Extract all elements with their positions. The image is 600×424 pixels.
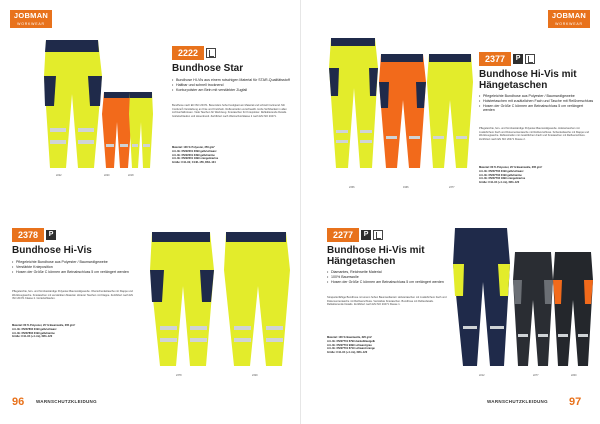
certification-icon bbox=[525, 54, 535, 64]
title-line: Bundhose Hi-Vis mit bbox=[327, 245, 425, 256]
trouser-navy-yellow-large bbox=[453, 228, 510, 366]
feature-list-2378 bbox=[12, 260, 138, 274]
brand-tagline: WORKWEAR bbox=[17, 22, 45, 26]
product-2222-images bbox=[14, 36, 154, 176]
feature-list-2277 bbox=[327, 270, 451, 284]
product-number: 2277 bbox=[327, 228, 359, 242]
feature-list-2222 bbox=[172, 78, 292, 92]
caption-2377-c: 2377 bbox=[449, 186, 455, 189]
title-line: Bundhose Hi-Vis mit bbox=[479, 69, 577, 80]
brand-name: JOBMAN bbox=[13, 11, 49, 20]
brand-tagline: WORKWEAR bbox=[555, 22, 583, 26]
caption-2277-a: 2212 bbox=[479, 374, 485, 377]
product-number: 2377 bbox=[479, 52, 511, 66]
description-2277: Strapazierfähige Bundhose mit einem hohen Baumwollanteil. Holstertaschen mit zusätzlichem Fach und Dokumententasche mit Reißverschluss. Verstärkte Knietaschen. Bundhose mit Reflexdetails. Reflektierende Details. Zertifiziert nach EN ISO 20471 Klasse 1. bbox=[327, 296, 447, 307]
protection-class-badge: P bbox=[513, 54, 523, 64]
trouser-yellow-navy-front bbox=[150, 232, 214, 366]
title-line: Hängetaschen bbox=[479, 80, 548, 91]
protection-class-badge: P bbox=[46, 230, 56, 240]
spec-line: Art.-Nr. 65237702 2199 gelb/marine bbox=[479, 173, 522, 177]
specs-2378 bbox=[12, 324, 136, 339]
spec-line: Art.-Nr. 65222201 1999 orange/marine bbox=[172, 157, 219, 161]
certification-icon bbox=[373, 230, 383, 240]
caption-2222-a: 2222 bbox=[56, 174, 62, 177]
brand-name: JOBMAN bbox=[551, 11, 587, 20]
trouser-orange-navy bbox=[102, 92, 132, 168]
spec-line: Größe: C44–64 (+4 cm), D84–120 bbox=[479, 181, 520, 185]
trouser-black-orange bbox=[553, 252, 593, 366]
caption-2378-a: 2378 bbox=[176, 374, 182, 377]
right-page bbox=[300, 0, 600, 424]
page-number: 97 bbox=[569, 396, 582, 408]
product-number: 2222 bbox=[172, 46, 204, 60]
product-number-badge-2277 bbox=[327, 228, 383, 242]
feature-item: • Hosen der Größe C können am Beinabschluss 5 cm verlängert werden bbox=[479, 104, 595, 114]
product-2277-images bbox=[451, 222, 593, 372]
specs-2277 bbox=[327, 336, 449, 355]
product-2378-images bbox=[148, 226, 294, 372]
title-line: Hängetaschen bbox=[327, 256, 396, 267]
brand-logo bbox=[548, 10, 590, 28]
brand-logo bbox=[10, 10, 52, 28]
certification-icon bbox=[206, 48, 216, 58]
caption-2377-a: 2336 bbox=[349, 186, 355, 189]
caption-2377-b: 1966 bbox=[403, 186, 409, 189]
title-line: Bundhose Hi-Vis bbox=[12, 245, 92, 256]
spec-line: Art.-Nr. 65222201 3099 gelb/schwarz bbox=[172, 149, 217, 153]
description-2377: Pflegeleichte, fein- und formbeständige Polyester-Baumwollgewebe. Holstertaschen mit zusätzlichem Fach und Dokumententasche mit Reißverschluss. Schenkeltasche mit Klappe und Werkzeugtasche. Reflexstreifen mit zusätzlichem Fach und Knietaschen mit Reißverschluss. Zertifiziert nach EN ISO 20471 Klasse 2. bbox=[479, 127, 589, 141]
feature-item: • Haltbar und schnell trocknend bbox=[172, 83, 292, 88]
specs-2377 bbox=[479, 166, 593, 185]
trouser-yellow-navy bbox=[329, 38, 378, 168]
product-title-2277 bbox=[327, 245, 451, 267]
description-2222: Bundhose nach EN ISO 20471. Besonders hohe Festigkeit am Material und schnell trocknend. Mit Cordura®-Verstärkung an Knie und Knöcheln. Reflexstreifen verschweißt. Hohe Sichtbarkeit in allen Lichtverhältnissen. Viele Taschen für Werkzeug. Knietaschen für Kniepolster. Reflektierende Details. Gürtelschlaufen und Hosenbund. Zertifiziert nach Warnschutzklasse 2 nach EN ISO 20471. bbox=[172, 104, 287, 118]
feature-item: • Konturpolster am Bein mit verstärkter Zugfall bbox=[172, 88, 292, 93]
feature-item: • Holstertaschen mit zusätzlichen Fach und Tasche mit Reißverschluss bbox=[479, 99, 595, 104]
caption-2378-b: 2329 bbox=[252, 374, 258, 377]
feature-item: • Verstärkte Knieposition bbox=[12, 265, 138, 270]
trouser-orange-navy bbox=[379, 54, 426, 168]
spec-line: Material: 100 % Baumwolle, 320 g/m² bbox=[327, 336, 373, 339]
feature-item: • 100% Baumwolle bbox=[327, 275, 451, 280]
trouser-yellow-navy-back bbox=[224, 232, 290, 366]
spec-line: Material: 100 % Polyester, 250 g/m² bbox=[172, 146, 215, 149]
feature-item: • Pflegeleichte Bundhose aus Polyester / Baumwollgewebe bbox=[12, 260, 138, 265]
spec-line: Größe: C44–62, C146–156, D84–124 bbox=[172, 161, 216, 165]
spec-line: Art.-Nr. 65222201 2399 gelb/marine bbox=[172, 153, 215, 157]
spec-line: Material: 80 % Polyester, 20 % Baumwolle, 265 g/m² bbox=[12, 324, 76, 327]
trouser-yellow-navy bbox=[44, 40, 102, 168]
section-label: WARNSCHUTZKLEIDUNG bbox=[36, 399, 97, 404]
page-number: 96 bbox=[12, 396, 25, 408]
product-title-2378 bbox=[12, 245, 132, 256]
spec-line: Art.-Nr. 65237802 3199 gelb/schwarz bbox=[12, 327, 57, 331]
product-title-2222 bbox=[172, 63, 292, 74]
spec-line: Art.-Nr. 65227701 6719 schwarz/orange bbox=[327, 347, 375, 351]
feature-item: • Diamantes, Reichweite Material bbox=[327, 270, 451, 275]
product-number-badge-2378 bbox=[12, 228, 56, 242]
feature-item: • Hosen der Größe C können am Beinabschluss 5 cm verlängert werden bbox=[327, 280, 451, 285]
product-number-badge-2377 bbox=[479, 52, 535, 66]
product-number: 2378 bbox=[12, 228, 44, 242]
section-label: WARNSCHUTZKLEIDUNG bbox=[487, 399, 548, 404]
feature-item: • Hosen der Größe C können am Beinabschluss 5 cm verlängert werden bbox=[12, 270, 138, 275]
caption-2277-c: 2200 bbox=[571, 374, 577, 377]
protection-class-badge: P bbox=[361, 230, 371, 240]
spec-line: Art.-Nr. 65237702 1999 orange/marine bbox=[479, 177, 526, 181]
spec-line: Art.-Nr. 65237702 3199 gelb/schwarz bbox=[479, 169, 524, 173]
caption-2277-b: 2277 bbox=[533, 374, 539, 377]
trouser-yellow-small bbox=[129, 92, 153, 168]
caption-2222-b: 2220 bbox=[104, 174, 110, 177]
spec-line: Größe: C44–64 (+4 cm), D84–120 bbox=[12, 335, 53, 339]
feature-list-2377 bbox=[479, 94, 595, 113]
specs-2222 bbox=[172, 146, 288, 165]
description-2378: Pflegeleichte, fein- und formbeständige Polyester-Baumwollgewebe. Oberschenkeltasche mit Klappe und Werkzeugtasche. Knietaschen mit verstärktem Material. Hinterer Taschen mit Klappe. Zertifiziert nach EN ISO 20471 Klasse 2. Gürtelschlaufen. bbox=[12, 290, 133, 301]
product-2377-images bbox=[329, 34, 473, 176]
spec-line: Art.-Nr. 65227701 9999 schwarz/grau bbox=[327, 343, 372, 347]
spec-line: Art.-Nr. 65237802 2199 gelb/marine bbox=[12, 331, 55, 335]
caption-2222-c: 2218 bbox=[128, 174, 134, 177]
spec-line: Material: 80 % Polyester, 20 % Baumwolle, 265 g/m² bbox=[479, 166, 543, 169]
product-title-2377 bbox=[479, 69, 597, 91]
spec-line: Größe: C44–64 (+4 cm), D84–120 bbox=[327, 351, 368, 355]
product-number-badge-2222 bbox=[172, 46, 216, 60]
trouser-yellow-back bbox=[427, 54, 473, 168]
trouser-black-grey bbox=[513, 252, 553, 366]
feature-item: • Bundhose HI-VIs aus einem rutschigen Material für STAR-Qualitätsstoff bbox=[172, 78, 292, 83]
title-line: Bundhose Star bbox=[172, 63, 244, 74]
feature-item: • Pflegeleichte Bundhose aus Polyester / Baumwollgewebe bbox=[479, 94, 595, 99]
spec-line: Art.-Nr. 65227701 6799 dunkelblau/gelb bbox=[327, 339, 376, 343]
